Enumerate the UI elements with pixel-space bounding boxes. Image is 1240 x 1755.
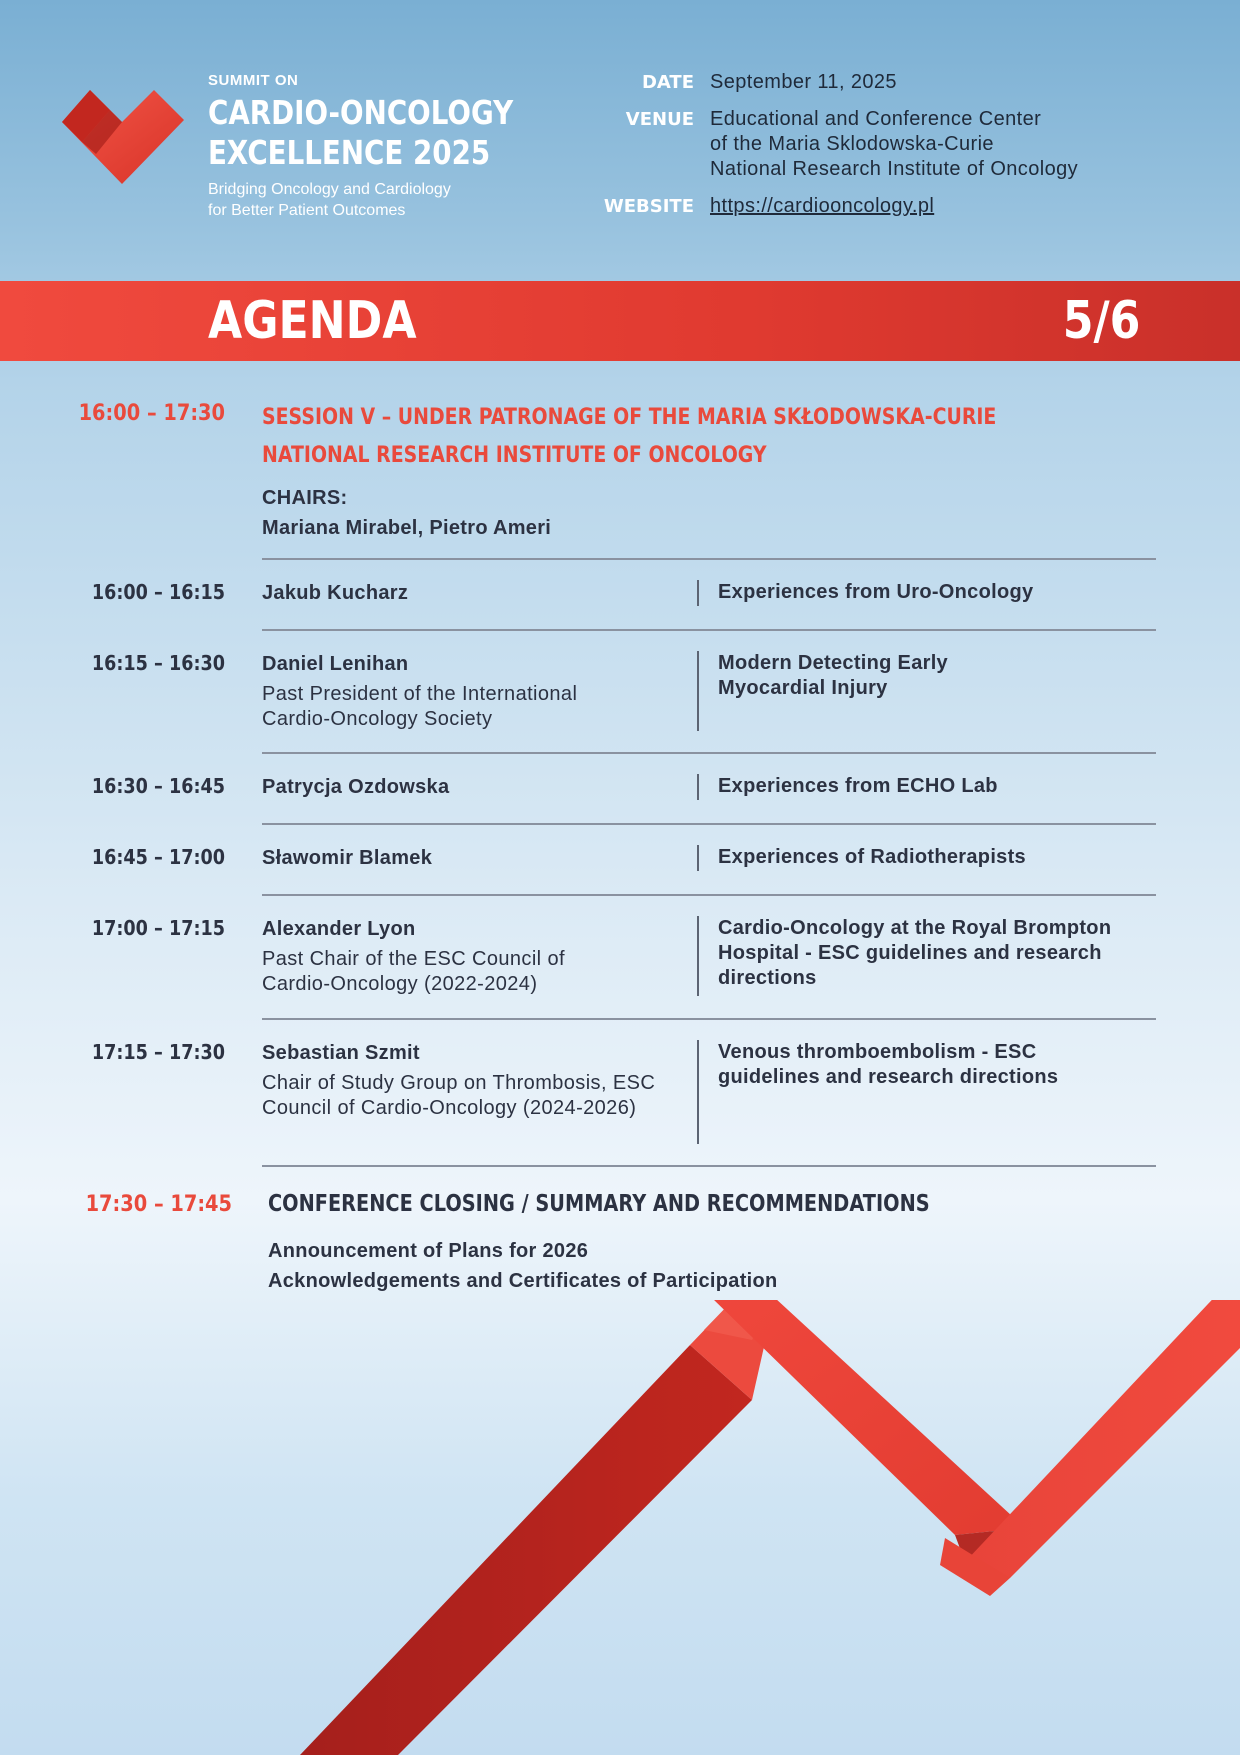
event-meta — [600, 70, 1220, 231]
closing-details — [268, 1236, 778, 1296]
talk-time: 17:00 – 17:15 — [91, 916, 225, 940]
talk-speaker — [262, 651, 682, 732]
talk-time: 17:15 – 17:30 — [91, 1040, 225, 1064]
agenda-title: AGENDA — [208, 291, 417, 351]
session-chairs — [262, 483, 551, 543]
speaker-name: Daniel Lenihan — [262, 653, 409, 675]
talk-rule — [262, 752, 1156, 754]
column-divider — [697, 845, 699, 871]
closing-line2: Acknowledgements and Certificates of Participation — [268, 1270, 778, 1292]
session-title-line1: SESSION V – UNDER PATRONAGE OF THE MARIA SKŁODOWSKA-CURIE — [262, 405, 997, 430]
venue-value — [710, 107, 1078, 182]
talk-time: 16:15 – 16:30 — [91, 651, 225, 675]
talk-topic: Experiences from ECHO Lab — [718, 775, 998, 797]
column-divider — [697, 1040, 699, 1144]
date-row — [600, 70, 1220, 95]
venue-row — [600, 107, 1220, 182]
talk-topic: Experiences from Uro-Oncology — [718, 581, 1034, 603]
talk-speaker — [262, 916, 682, 997]
venue-line3: National Research Institute of Oncology — [710, 158, 1079, 180]
summit-brand — [208, 72, 538, 221]
closing-time: 17:30 – 17:45 — [85, 1192, 232, 1217]
talk-topic: Experiences of Radiotherapists — [718, 846, 1026, 868]
summit-title-line2: EXCELLENCE 2025 — [208, 133, 491, 172]
talk-speaker — [262, 845, 682, 871]
venue-line2: of the Maria Sklodowska-Curie — [710, 133, 994, 155]
speaker-name: Alexander Lyon — [262, 918, 416, 940]
speaker-name: Jakub Kucharz — [262, 582, 409, 604]
talk-speaker — [262, 1040, 682, 1121]
talk-time: 16:30 – 16:45 — [91, 774, 225, 798]
page-number: 5/6 — [1062, 291, 1140, 351]
column-divider — [697, 774, 699, 800]
website-link[interactable]: https://cardiooncology.pl — [710, 195, 935, 217]
website-row — [600, 194, 1220, 219]
speaker-role: Past President of the International Cardio-Oncology Society — [262, 683, 578, 730]
speaker-name: Sebastian Szmit — [262, 1042, 420, 1064]
summit-tagline — [208, 179, 538, 221]
date-value: September 11, 2025 — [710, 71, 897, 93]
column-divider — [697, 651, 699, 731]
talk-rule — [262, 1165, 1156, 1167]
talk-rule — [262, 629, 1156, 631]
chairs-names: Mariana Mirabel, Pietro Ameri — [262, 517, 552, 539]
closing-line1: Announcement of Plans for 2026 — [268, 1240, 589, 1262]
talk-rule — [262, 1018, 1156, 1020]
heart-logo-icon — [60, 88, 185, 193]
session-title — [262, 399, 1036, 475]
talk-speaker — [262, 580, 682, 606]
speaker-role: Chair of Study Group on Thrombosis, ESC Council of Cardio-Oncology (2024-2026) — [262, 1072, 656, 1119]
chairs-label: CHAIRS: — [262, 487, 348, 509]
talk-topic: Cardio-Oncology at the Royal Brompton Hospital - ESC guidelines and research directions — [718, 917, 1112, 989]
summit-title — [208, 93, 536, 173]
venue-line1: Educational and Conference Center — [710, 108, 1042, 130]
ribbon-decoration — [0, 1300, 1240, 1755]
venue-label: VENUE — [625, 109, 694, 130]
talk-speaker — [262, 774, 682, 800]
session-time: 16:00 – 17:30 — [78, 401, 225, 426]
speaker-role: Past Chair of the ESC Council of Cardio-Oncology (2022-2024) — [262, 948, 565, 995]
website-value — [710, 194, 934, 219]
talk-time: 16:00 – 16:15 — [91, 580, 225, 604]
speaker-name: Patrycja Ozdowska — [262, 776, 450, 798]
website-label: WEBSITE — [603, 196, 694, 217]
summit-kicker: SUMMIT ON — [208, 72, 299, 89]
column-divider — [697, 580, 699, 606]
talk-time: 16:45 – 17:00 — [91, 845, 225, 869]
talk-rule — [262, 558, 1156, 560]
summit-title-line1: CARDIO-ONCOLOGY — [208, 93, 514, 132]
talk-topic: Venous thromboembolism - ESC guidelines and research directions — [718, 1041, 1059, 1088]
tagline-line1: Bridging Oncology and Cardiology — [208, 181, 451, 198]
session-title-line2: NATIONAL RESEARCH INSTITUTE OF ONCOLOGY — [262, 443, 767, 468]
talk-topic: Modern Detecting Early Myocardial Injury — [718, 652, 948, 699]
speaker-name: Sławomir Blamek — [262, 847, 433, 869]
closing-title: CONFERENCE CLOSING / SUMMARY AND RECOMMENDATIONS — [268, 1191, 930, 1217]
talk-rule — [262, 894, 1156, 896]
talk-rule — [262, 823, 1156, 825]
date-label: DATE — [641, 72, 694, 93]
column-divider — [697, 916, 699, 996]
tagline-line2: for Better Patient Outcomes — [208, 202, 406, 219]
agenda-bar — [0, 281, 1240, 361]
